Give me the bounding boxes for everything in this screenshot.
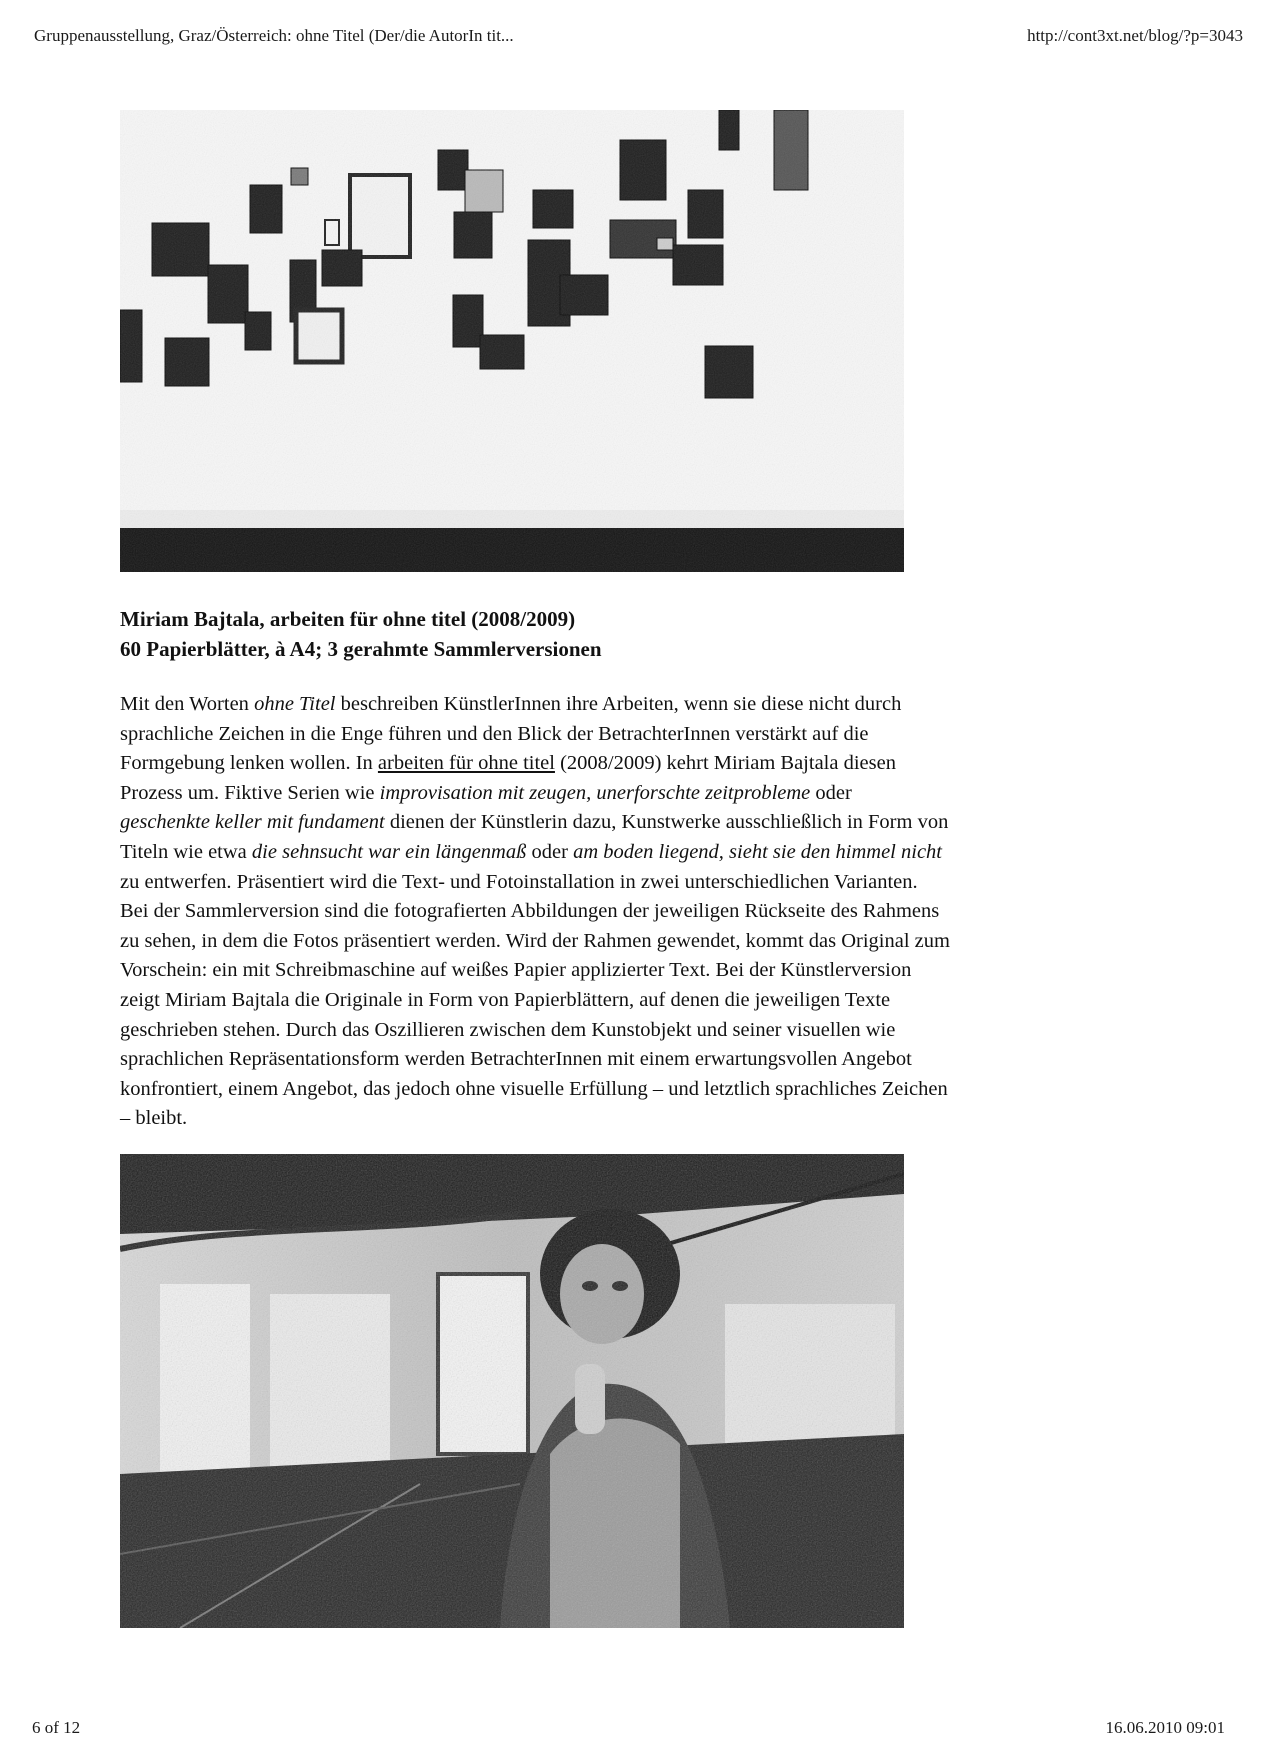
text-run: Titeln wie etwa [120, 840, 252, 863]
italic-run: die sehnsucht war ein längenmaß [251, 840, 527, 863]
paragraph-line: Vorschein: ein mit Schreibmaschine auf weißes Papier applizierter Text. Bei der Künstlerversion [120, 959, 912, 982]
paragraph-line [120, 749, 1150, 779]
exhibition-wall-illustration [120, 110, 904, 572]
caption-line-2: 60 Papierblätter, à A4; 3 gerahmte Sammlerversionen [120, 637, 602, 661]
italic-run: ohne Titel [254, 693, 336, 715]
artwork-link[interactable]: arbeiten für ohne titel [377, 752, 555, 775]
text-run: oder [526, 840, 574, 863]
text-run: (2008/2009) kehrt Miriam Bajtala diesen [554, 752, 896, 775]
article-paragraph [120, 690, 1150, 1134]
artwork-caption [120, 604, 1020, 664]
text-run: Mit den Worten [120, 693, 255, 715]
text-run: Prozess um. Fiktive Serien wie [120, 781, 380, 804]
paragraph-line [120, 838, 1150, 868]
italic-run: improvisation mit zeugen, unerforschte zeitprobleme [379, 781, 811, 804]
caption-line-1: Miriam Bajtala, arbeiten für ohne titel (2008/2009) [120, 607, 576, 631]
paragraph-line [120, 779, 1150, 809]
paragraph-line: sprachlichen Repräsentationsform werden BetrachterInnen mit einem erwartungsvollen Angebot [120, 1048, 912, 1071]
page-number: 6 of 12 [32, 1718, 81, 1737]
page-header-url: http://cont3xt.net/blog/?p=3043 [1027, 26, 1243, 45]
artist-portrait-illustration [120, 1154, 904, 1628]
paragraph-line [120, 690, 1150, 720]
paragraph-line: – bleibt. [120, 1107, 188, 1130]
exhibition-wall-photo [120, 110, 904, 572]
italic-run: geschenkte keller mit fundament [120, 811, 385, 834]
text-run: beschreiben KünstlerInnen ihre Arbeiten, wenn sie diese nicht durch [335, 693, 902, 715]
text-run: Formgebung lenken wollen. In [120, 752, 378, 775]
paragraph-line [120, 808, 1150, 838]
paragraph-line: zu entwerfen. Präsentiert wird die Text- und Fotoinstallation in zwei unterschiedlichen Varianten. [120, 870, 918, 893]
paragraph-line: konfrontiert, einem Angebot, das jedoch ohne visuelle Erfüllung – und letztlich sprachliches Zeichen [120, 1077, 948, 1100]
paragraph-line: zu sehen, in dem die Fotos präsentiert werden. Wird der Rahmen gewendet, kommt das Original zum [120, 929, 950, 952]
paragraph-line: geschrieben stehen. Durch das Oszillieren zwischen dem Kunstobjekt und seiner visuellen wie [120, 1018, 896, 1041]
artist-portrait-photo [120, 1154, 904, 1628]
text-run: oder [810, 781, 852, 804]
paragraph-line: zeigt Miriam Bajtala die Originale in Form von Papierblättern, auf denen die jeweiligen Texte [120, 988, 891, 1011]
print-datetime: 16.06.2010 09:01 [1105, 1718, 1225, 1737]
italic-run: am boden liegend, sieht sie den himmel nicht [573, 840, 942, 863]
paragraph-line: Bei der Sammlerversion sind die fotografierten Abbildungen der jeweiligen Rückseite des Rahmens [120, 900, 940, 923]
page-header-title: Gruppenausstellung, Graz/Österreich: ohne Titel (Der/die AutorIn tit... [34, 26, 514, 45]
text-run: dienen der Künstlerin dazu, Kunstwerke ausschließlich in Form von [384, 811, 949, 834]
paragraph-line: sprachliche Zeichen in die Enge führen und den Blick der BetrachterInnen verstärkt auf die [120, 722, 869, 745]
